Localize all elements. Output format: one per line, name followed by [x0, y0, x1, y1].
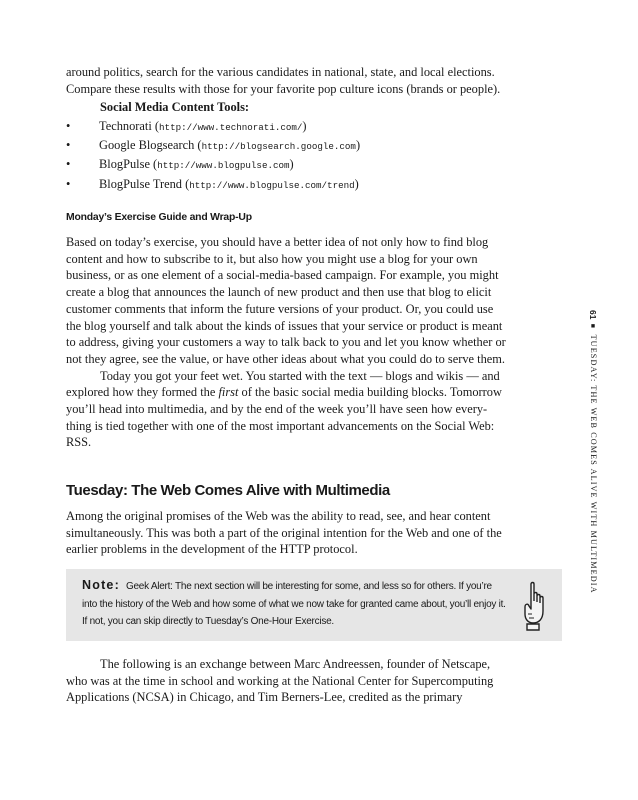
- exercise-guide-heading: Monday’s Exercise Guide and Wrap-Up: [66, 212, 252, 223]
- bullet-icon: •: [66, 157, 71, 171]
- tool-url[interactable]: http://www.blogpulse.com: [157, 160, 290, 171]
- note-body: Geek Alert: The next section will be interesting for some, and less so for others. If you’re into the history of the Web and how some of what we now take for granted came about, you’ll enjoy it. If not, you can skip directly to Tuesday’s One-Hour Exercise.: [82, 581, 506, 627]
- guide-text: of the basic social media building blocks. Tomorrow you’ll head into multimedia, and by the end of the week you’ll have seen how everything is tied together with one of the most important advancements on the Social Web: RSS.: [66, 385, 502, 450]
- emphasis-text: first: [218, 385, 239, 400]
- note-label: Note:: [82, 578, 120, 592]
- exchange-paragraph: The following is an exchange between Marc Andreessen, founder of Netscape, who was at the time in school and working at the National Center for Supercomputing Applications (NCSA) in Chicago, and Tim Berners-Lee, credited as the primary: [66, 657, 494, 705]
- tool-url[interactable]: http://www.blogpulse.com/trend: [189, 180, 355, 191]
- tool-list-item: • Google Blogsearch (http://blogsearch.google.com): [66, 138, 361, 152]
- tool-name: BlogPulse Trend: [99, 177, 182, 191]
- tuesday-paragraph: Among the original promises of the Web was the ability to read, see, and hear content simultaneously. This was both a part of the original intention for the Web and one of the earlier problems in the development of the HTTP protocol.: [66, 509, 502, 557]
- tool-list-item: • Technorati (http://www.technorati.com/): [66, 119, 307, 133]
- guide-paragraph: [66, 368, 506, 452]
- chapter-side-tab: [588, 310, 598, 594]
- note-box: [66, 569, 562, 641]
- guide-section: [66, 234, 506, 451]
- tool-name: Technorati: [99, 119, 152, 133]
- tool-list-item: • BlogPulse Trend (http://www.blogpulse.com/trend): [66, 177, 359, 191]
- bullet-icon: •: [66, 119, 71, 133]
- section-heading: Tuesday: The Web Comes Alive with Multimedia: [66, 482, 390, 499]
- square-marker-icon: ■: [589, 322, 597, 332]
- tools-heading: Social Media Content Tools:: [100, 100, 250, 114]
- guide-text: Today you got your feet wet. You started with the text — blogs and wikis — and explored how they formed the: [66, 368, 500, 400]
- tool-url[interactable]: http://blogsearch.google.com: [201, 141, 356, 152]
- chapter-title: TUESDAY: THE WEB COMES ALIVE WITH MULTIMEDIA: [589, 334, 598, 594]
- note-text: [82, 577, 508, 631]
- tool-name: Google Blogsearch: [99, 138, 195, 152]
- pointing-hand-icon: [518, 581, 550, 631]
- bullet-icon: •: [66, 138, 71, 152]
- tool-name: BlogPulse: [99, 157, 150, 171]
- tool-list-item: • BlogPulse (http://www.blogpulse.com): [66, 157, 294, 171]
- page-number: 61: [588, 310, 598, 320]
- guide-paragraph: Based on today’s exercise, you should have a better idea of not only how to find blog content and how to subscribe to it, but also how you might use a blog for your own business, or as one element of a social-media-based campaign. For example, you might create a blog that announces the launch of new product and then use that blog to elicit customer comments that inform the future versions of your product. Or, you could use the blog yourself and talk about the kinds of issues that your service or product is meant to address, giving your customers a way to talk back to you and let you know whether or not they agree, see the value, or have other ideas about what you could do to serve them.: [66, 235, 506, 366]
- tool-url[interactable]: http://www.technorati.com/: [159, 122, 303, 133]
- bullet-icon: •: [66, 177, 71, 191]
- intro-paragraph: around politics, search for the various candidates in national, state, and local elections. Compare these results with those for your favorite pop culture icons (brands or people).: [66, 65, 501, 96]
